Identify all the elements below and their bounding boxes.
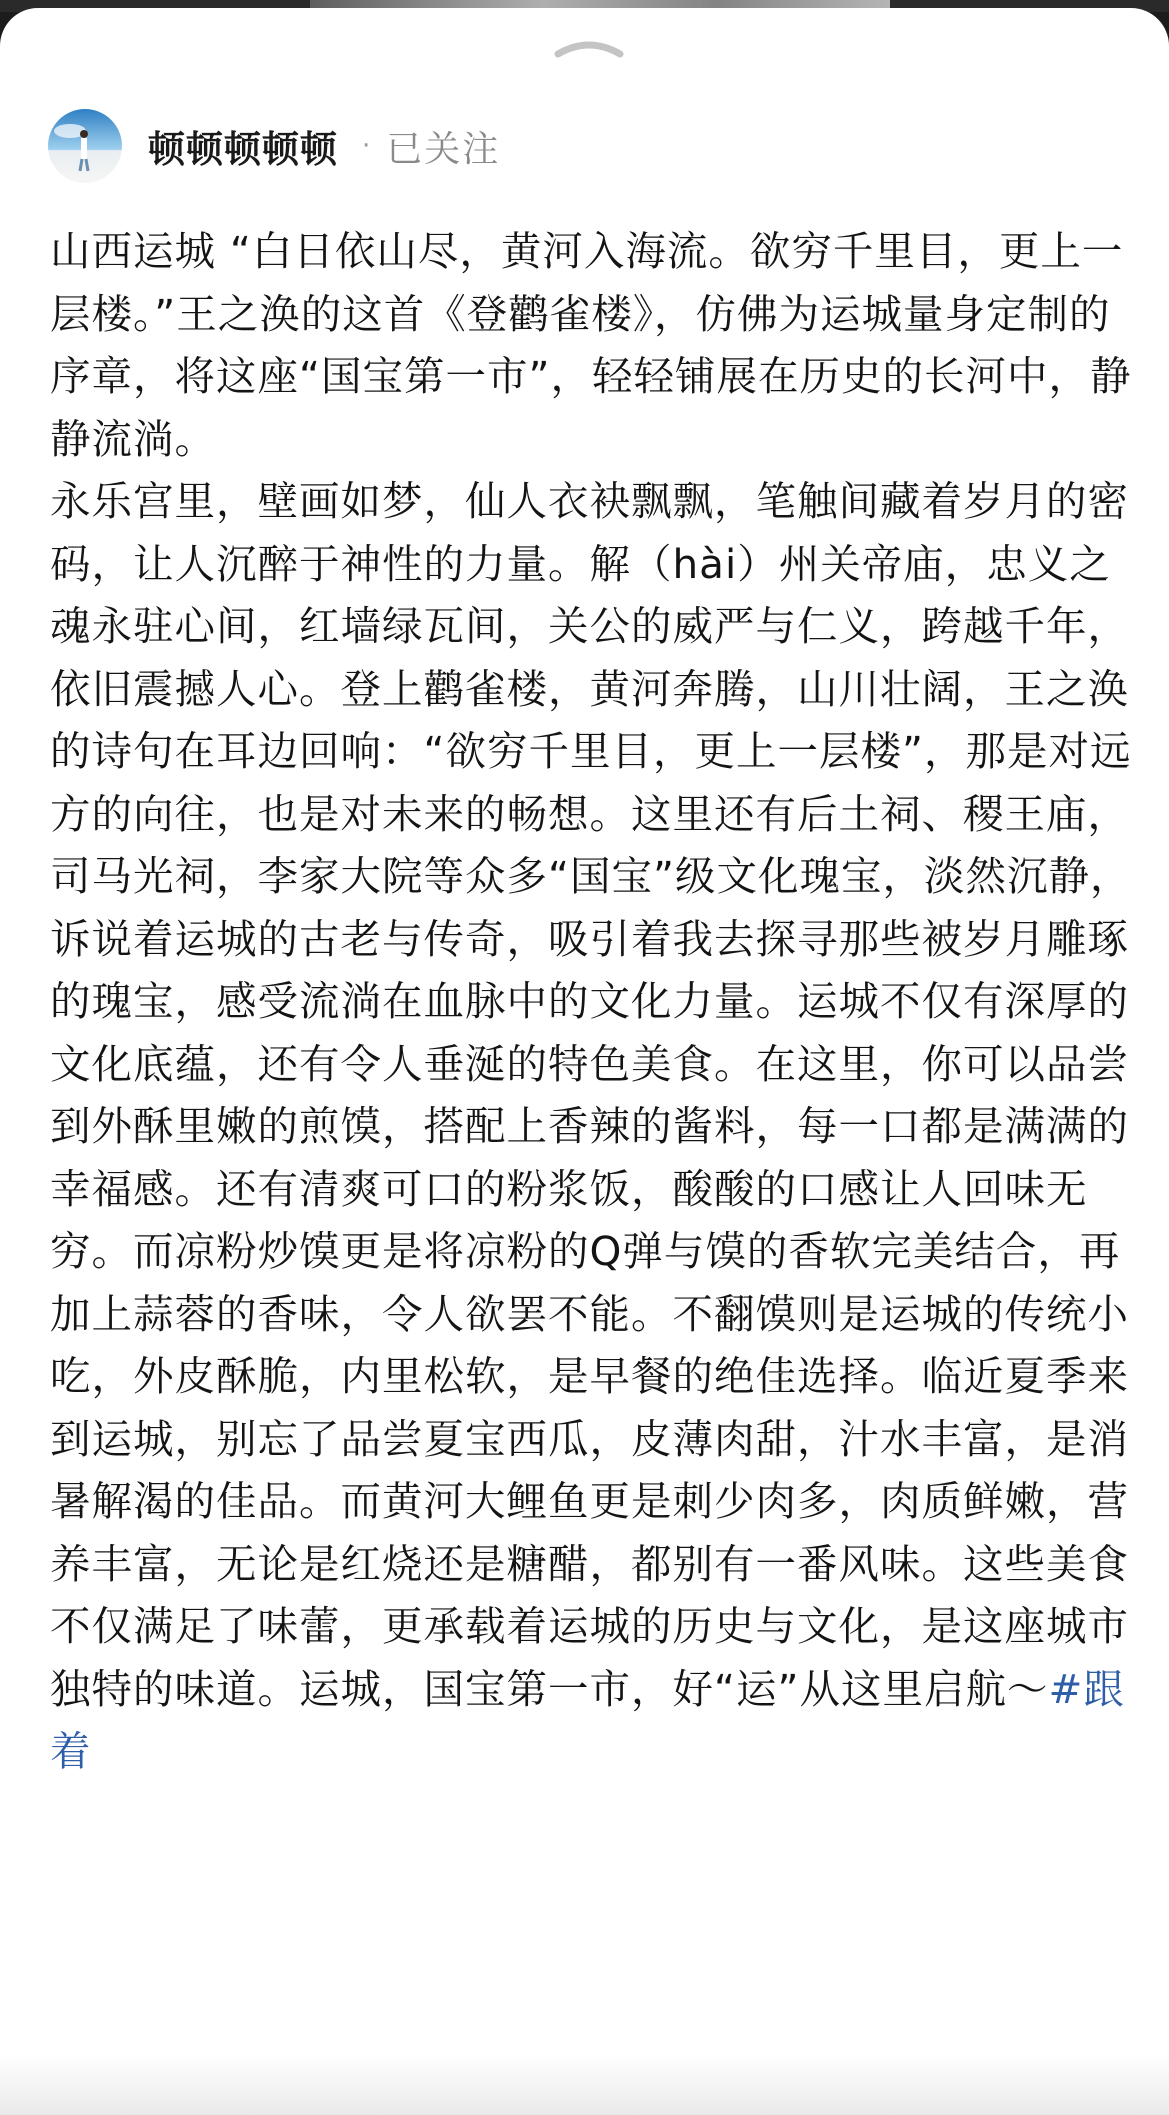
collapse-chevron-icon[interactable] — [554, 34, 624, 60]
post-paragraph-main-text: 永乐宫里，壁画如梦，仙人衣袂飘飘，笔触间藏着岁月的密码，让人沉醉于神性的力量。解（hài）州关帝庙，忠义之魂永驻心间，红墙绿瓦间，关公的威严与仁义，跨越千年，依旧震撼人心。登上鹳雀楼，黄河奔腾，山川壮阔，王之涣的诗句在耳边回响：“欲穷千里目，更上一层楼”，那是对远方的向往，也是对未来的畅想。这里还有后土祠、稷王庙，司马光祠，李家大院等众多“国宝”级文化瑰宝，淡然沉静，诉说着运城的古老与传奇，吸引着我去探寻那些被岁月雕琢的瑰宝，感受流淌在血脉中的文化力量。运城不仅有深厚的文化底蕴，还有令人垂涎的特色美食。在这里，你可以品尝到外酥里嫩的煎馍，搭配上香辣的酱料，每一口都是满满的幸福感。还有清爽可口的粉浆饭，酸酸的口感让人回味无穷。而凉粉炒馍更是将凉粉的Q弹与馍的香软完美结合，再加上蒜蓉的香味，令人欲罢不能。不翻馍则是运城的传统小吃，外皮酥脆，内里松软，是早餐的绝佳选择。临近夏季来到运城，别忘了品尝夏宝西瓜，皮薄肉甜，汁水丰富，是消暑解渴的佳品。而黄河大鲤鱼更是刺少肉多，肉质鲜嫩，营养丰富，无论是红烧还是糖醋，都别有一番风味。这些美食不仅满足了味蕾，更承载着运城的历史与文化，是这座城市独特的味道。运城，国宝第一市，好“运”从这里启航～ — [50, 477, 1132, 1713]
post-detail-sheet — [0, 8, 1169, 2115]
follow-status-button[interactable]: 已关注 — [386, 128, 501, 170]
author-name[interactable]: 顿顿顿顿顿 — [148, 128, 338, 171]
post-paragraph-intro: 山西运城 “白日依山尽，黄河入海流。欲穷千里目，更上一层楼。”王之涣的这首《登鹳雀楼》，仿佛为运城量身定制的序章，将这座“国宝第一市”，轻轻铺展在历史的长河中，静静流淌。 — [50, 227, 1132, 463]
avatar[interactable] — [48, 109, 122, 183]
hashtag-link[interactable]: #跟着 — [50, 1664, 1125, 1775]
bottom-fade-overlay — [0, 2055, 1169, 2115]
post-paragraph-main — [50, 470, 1140, 1783]
author-header — [48, 106, 500, 186]
post-body — [50, 220, 1140, 1783]
separator-dot: · — [362, 131, 371, 161]
